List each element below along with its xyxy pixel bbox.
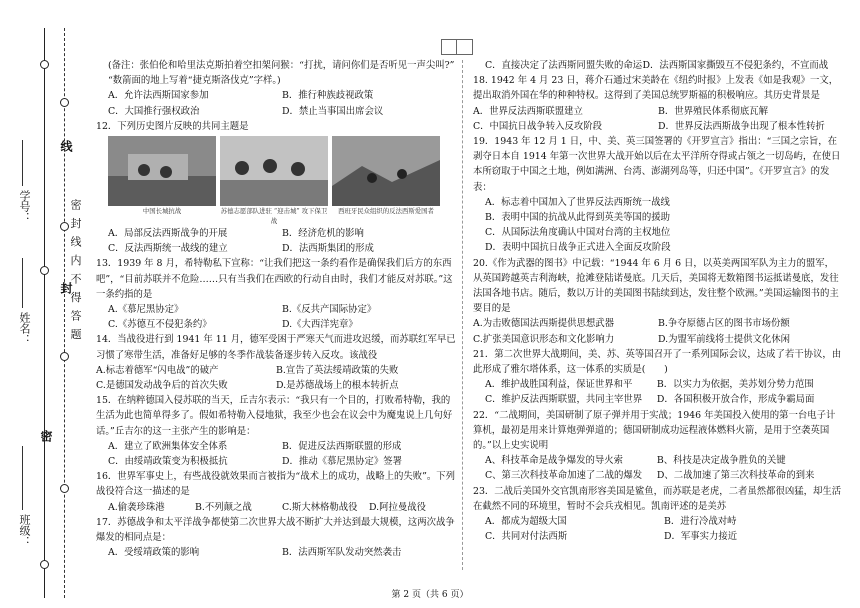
q17-options bbox=[96, 545, 456, 560]
option: A、科技革命是战争爆发的导火索 bbox=[485, 455, 624, 467]
q23-options bbox=[473, 514, 843, 544]
option: C．维护反法西斯联盟，共同主宰世界 bbox=[485, 394, 643, 406]
option: D．军事实力接近 bbox=[664, 531, 738, 543]
option: D、二战加速了第三次科技革命的到来 bbox=[656, 470, 815, 482]
q11-note: (备注：张伯伦和哈里法克斯拍着空扣架问猴：“打扰，请问你们是否听见一声尖叫?” “数箭面的地上写着“捷克斯洛伐克”字样。) bbox=[108, 60, 455, 87]
student-id-label: 学号： bbox=[18, 190, 31, 223]
seal-mark: 线 bbox=[59, 140, 73, 154]
option: C．共同对付法西斯 bbox=[485, 531, 568, 543]
option: C.斯大林格勒战役 bbox=[282, 501, 358, 513]
option: B.不列颠之战 bbox=[195, 501, 252, 513]
q22-options bbox=[473, 453, 843, 483]
option: D．法西斯国家撕毁互不侵犯条约，不宣而战 bbox=[642, 60, 829, 71]
class-label: 班级： bbox=[18, 514, 31, 547]
page-footer: 第 2 页（共 6 页） bbox=[391, 590, 469, 600]
option: C.是德国发动战争后的首次失败 bbox=[96, 380, 228, 392]
binding-hole bbox=[60, 98, 69, 107]
q15-stem: 15．在纳粹德国入侵苏联的当天，丘吉尔表示：“我只有一个目的，打败希特勒，我的生活为此也简单得多了。假如希特勒入侵地狱，我至少也会在议会中为魔鬼说上几句好话。”丘吉尔的这一主张产生的影响是： bbox=[96, 395, 453, 437]
option: A.《慕尼黑协定》 bbox=[108, 304, 184, 316]
option: B．推行种族歧视政策 bbox=[282, 90, 374, 102]
option: D.是苏德战场上的根本转折点 bbox=[276, 380, 399, 392]
seal-mark: 封 bbox=[59, 282, 73, 296]
option: A．建立了欧洲集体安全体系 bbox=[108, 440, 228, 452]
binding-solid-line bbox=[44, 28, 45, 598]
right-column bbox=[473, 58, 843, 545]
option: C．由绥靖政策变为积极抵抗 bbox=[108, 456, 228, 468]
binding-hole bbox=[60, 484, 69, 493]
option: A．维护战胜国利益，保证世界和平 bbox=[485, 379, 633, 391]
option: A．受绥靖政策的影响 bbox=[108, 547, 200, 559]
column-divider bbox=[462, 60, 463, 570]
student-id-field[interactable] bbox=[22, 140, 23, 186]
option: C．从国际法角度确认中国对台湾的主权地位 bbox=[485, 227, 671, 239]
q14-options bbox=[96, 363, 456, 393]
q21-stem: 21．第二次世界大战期间，美、苏、英等国召开了一系列国际会议，达成了若干协议，由此形成了雅尔塔体系，这一体系的实质是( ) bbox=[473, 348, 842, 376]
photo-great-wall-battle bbox=[108, 136, 216, 206]
option: A．都成为超级大国 bbox=[485, 516, 567, 528]
q22-stem: 22．“二战期间，美国研制了原子弹并用于实战；1946 年美国投入使用的第一台电子计算机，最初是用来计算炮弹弹道的；德国研制成功远程液体燃料火箭，是用于空袭英国的。”以上史实说明 bbox=[473, 409, 836, 452]
option: B．以实力为依据，美苏划分势力范围 bbox=[656, 379, 814, 391]
option: A．标志着中国加入了世界反法西斯统一战线 bbox=[485, 196, 670, 208]
option: B．经济危机的影响 bbox=[282, 228, 364, 240]
q18-options bbox=[473, 104, 843, 134]
option: D.为盟军前线将士提供文化休闲 bbox=[658, 333, 791, 345]
q15-options bbox=[96, 439, 456, 469]
q13-options bbox=[96, 302, 456, 332]
page-tab-marker bbox=[441, 39, 473, 55]
q19-stem: 19．1943 年 12 月 1 日，中、美、英三国签署的《开罗宣言》指出：“三国之宗旨，在剥夺日本自 1914 年第一次世界大战开始以后在太平洋所夺得或占领之一切岛屿，在使日本所窃取于中国之土地，例如满洲、台湾、澎湖列岛等，归还中国”。《开罗宣言》的发表： bbox=[473, 136, 841, 193]
q21-options bbox=[473, 377, 843, 407]
class-field[interactable] bbox=[22, 446, 23, 510]
binding-hole bbox=[40, 266, 49, 275]
option: B.争夺原德占区的图书市场份额 bbox=[658, 318, 790, 330]
option: A.偷袭珍珠港 bbox=[108, 501, 165, 513]
option: B．促进反法西斯联盟的形成 bbox=[282, 440, 402, 452]
option: D．各国积极开放合作，形成争霸局面 bbox=[656, 394, 815, 406]
option: C.《苏德互不侵犯条约》 bbox=[108, 319, 212, 331]
option: B．表明中国的抗战从此得到英美等国的援助 bbox=[485, 212, 671, 224]
q14-stem: 14．当战役进行到 1941 年 11 月，德军受困于严寒天气而进攻迟缓，而苏联红军早已习惯了寒带生活，准备好足够的冬季作战装备逐步转入反攻。该战役 bbox=[96, 334, 456, 361]
q12-options bbox=[96, 226, 456, 256]
option: A．允许法西斯国家参加 bbox=[108, 90, 209, 102]
option: A.为击败德国法西斯提供思想武器 bbox=[473, 318, 615, 330]
option: A．局部反法西斯战争的开展 bbox=[108, 228, 228, 240]
binding-dashed-line bbox=[64, 28, 65, 598]
q12-captions bbox=[106, 206, 456, 226]
q12-stem: 12．下列历史图片反映的共同主题是 bbox=[96, 120, 249, 132]
option: A．世界反法西斯联盟建立 bbox=[473, 105, 583, 117]
photo-volunteers bbox=[220, 136, 328, 206]
option: C、第三次科技革命加速了二战的爆发 bbox=[485, 470, 643, 482]
option: C.扩张美国意识形态和文化影响力 bbox=[473, 333, 615, 345]
photo-caption: 西班牙民众组织的反法西斯爱国者 bbox=[338, 207, 434, 216]
binding-hole bbox=[40, 560, 49, 569]
left-column bbox=[96, 58, 456, 560]
option: B．法西斯军队发动突然袭击 bbox=[282, 547, 402, 559]
option: A.标志着德军“闪电战”的破产 bbox=[96, 364, 219, 376]
q13-stem: 13．1939 年 8 月，希特勒私下宣称：“让我们把这一条约看作是确保我们后方的东西吧”，“目前苏联并不危险……只有当我们在西欧的行动自由时，我们才能反对苏联。”这一条约指的是 bbox=[96, 258, 453, 300]
q19-options bbox=[473, 195, 843, 256]
photo-caption: 苏德志愿部队进驻 “迎击城” 攻下保卫战 bbox=[220, 207, 328, 226]
seal-mark: 密 bbox=[39, 430, 53, 444]
option: D．表明中国抗日战争正式进入全面反攻阶段 bbox=[485, 242, 671, 254]
option: D．推动《慕尼黑协定》签署 bbox=[282, 456, 403, 468]
option: B．世界殖民体系彻底瓦解 bbox=[658, 105, 769, 117]
option: B、科技是决定战争胜负的关键 bbox=[656, 455, 786, 467]
option: D.《大西洋宪章》 bbox=[282, 319, 358, 331]
sealing-line-notice: 密 封 线 内 不 得 答 题 bbox=[69, 198, 82, 342]
option: B.《反共产国际协定》 bbox=[282, 304, 377, 316]
binding-hole bbox=[40, 60, 49, 69]
option: C．中国抗日战争转入反攻阶段 bbox=[473, 120, 603, 132]
option: C．直接决定了法西斯同盟失败的命运 bbox=[485, 60, 643, 71]
name-field[interactable] bbox=[22, 258, 23, 308]
option: D．禁止当事国出席会议 bbox=[282, 105, 384, 117]
q16-options bbox=[96, 500, 456, 515]
q20-stem: 20.《作为武器的图书》中记载：“1944 年 6 月 6 日，以英美两国军队为主力的盟军，从英国跨越英吉利海峡，抢滩登陆诺曼底。几天后，美国将无数箱图书运抵诺曼底，发往法国各地书店。随后，数以万计的美国图书陆续到达，发往整个欧洲。”美国运输图书的主要目的是 bbox=[473, 257, 839, 315]
photo-spanish-resistance bbox=[332, 136, 440, 206]
option: B．进行冷战对峙 bbox=[664, 516, 737, 528]
q23-stem: 23．二战后美国外交官凯南形容美国是鲨鱼，而苏联是老虎，二者虽然都很凶猛，却生活在截然不同的环境里，暂时不会兵戎相见。凯南评述的是美苏 bbox=[473, 485, 842, 512]
option: D．法西斯集团的形成 bbox=[282, 243, 374, 255]
photo-caption: 中国长城抗战 bbox=[142, 207, 182, 216]
q17-options-cont bbox=[473, 58, 843, 73]
q16-stem: 16．世界军事史上，有些战役就效果而言被指为“战术上的成功，战略上的失败”。下列战役符合这一描述的是 bbox=[96, 471, 456, 498]
q20-options bbox=[473, 316, 843, 346]
option: C．反法西斯统一战线的建立 bbox=[108, 243, 228, 255]
binding-margin bbox=[0, 0, 88, 608]
option: C．大国推行强权政治 bbox=[108, 105, 200, 117]
option: B.宣告了英法绥靖政策的失败 bbox=[276, 364, 399, 376]
q17-stem: 17．苏德战争和太平洋战争都使第二次世界大战不断扩大并达到最大规模，这两次战争爆发的相同点是： bbox=[96, 516, 455, 544]
q11-options bbox=[96, 88, 456, 118]
option: D．世界反法西斯战争出现了根本性转折 bbox=[658, 120, 825, 132]
option: D.阿拉曼战役 bbox=[369, 501, 427, 513]
q18-stem: 18. 1942 年 4 月 23 日，蒋介石通过宋美龄在《纽约时报》上发表《如是我观》一文，提出取消外国在华的种种特权。这得到了美国总统罗斯福的积极响应。其历史背景是 bbox=[473, 75, 839, 102]
name-label: 姓名： bbox=[18, 312, 31, 345]
q12-photos bbox=[108, 136, 456, 206]
